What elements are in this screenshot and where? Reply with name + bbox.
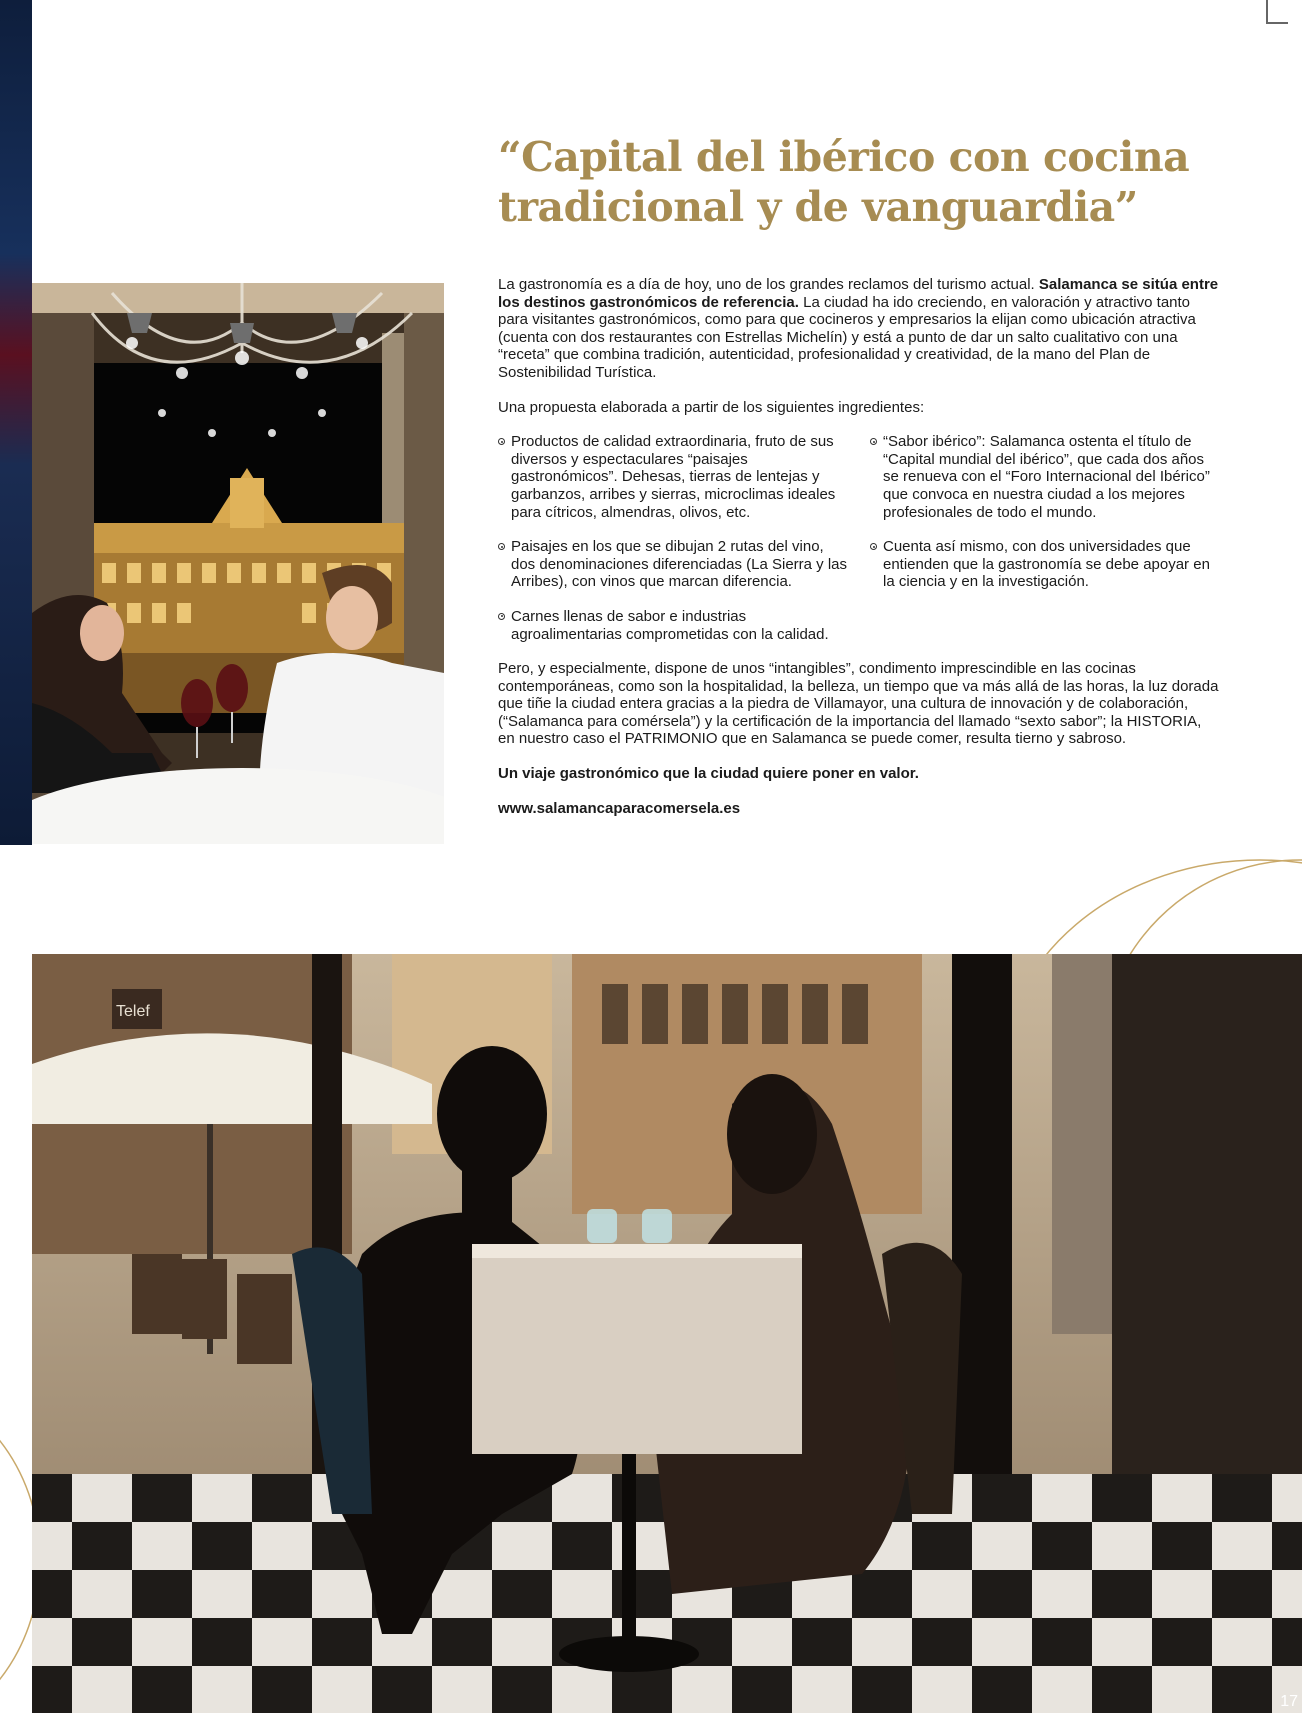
floor-tile: [972, 1570, 1032, 1618]
floor-tile: [732, 1666, 792, 1713]
intro-bold: Salamanca se sitúa entre los destinos gastronómicos de referencia.: [498, 276, 1219, 311]
floor-tile: [1272, 1522, 1302, 1570]
floor-tile: [1092, 1570, 1152, 1618]
floor-tile: [492, 1570, 552, 1618]
lead-in: Una propuesta elaborada a partir de los siguientes ingredientes:: [498, 398, 925, 416]
floor-tile: [912, 1522, 972, 1570]
floor-tile: [312, 1618, 372, 1666]
floor-tile: [1152, 1618, 1212, 1666]
floor-tile: [32, 1474, 72, 1522]
floor-tile: [132, 1666, 192, 1713]
floor-tile: [612, 1666, 672, 1713]
website-link[interactable]: www.salamancaparacomersela.es: [498, 799, 741, 817]
floor-tile: [132, 1570, 192, 1618]
floor-tile: [792, 1618, 852, 1666]
floor-tile: [252, 1570, 312, 1618]
tagline-text: Un viaje gastronómico que la ciudad quiere poner en valor.: [498, 765, 919, 783]
floor-tile: [72, 1522, 132, 1570]
floor-tile: [1032, 1522, 1092, 1570]
page-number: 17: [1280, 1693, 1298, 1710]
headline-line-2: tradicional y de vanguardia”: [498, 183, 1138, 231]
floor-tile: [1092, 1666, 1152, 1713]
floor-tile: [1032, 1618, 1092, 1666]
storefront-sign: Telef: [116, 1003, 150, 1020]
photo-couple-cafe-silhouette: [32, 954, 1302, 1713]
ingredient-text: Cuenta así mismo, con dos universidades que entienden que la gastronomía se debe apoyar en la ciencia y en la investigación.: [883, 538, 1210, 591]
floor-tile: [252, 1666, 312, 1713]
intro-text-b: La ciudad ha ido creciendo, en valoración y atractivo tanto para visitantes gastronómicos, como para que cocineros y empresarios la elijan como ubicación atractiva (cuenta con dos restaurantes con Estrellas Michelín) y está a punto de dar un salto cualitativo con una “receta” que combina tradición, autenticidad, profesionalidad y creatividad, de la mano del Plan de Sostenibilidad Turística.: [498, 293, 1196, 381]
floor-tile: [252, 1474, 312, 1522]
closing-paragraph: Pero, y especialmente, dispone de unos “intangibles”, condimento imprescindible en las cocinas contemporáneas, como son la hospitalidad, la belleza, un tiempo que va más allá de las horas, la luz dorada que tiñe la ciudad entera gracias a la piedra de Villamayor, una cultura de innovación y de colaboración, (“Salamanca para comérsela”) y la certificación de la importancia del llamado “sexto sabor”; la HISTORIA, en nuestro caso el PATRIMONIO que en Salamanca se puede comer, resulta tierno y sabroso.: [498, 660, 1219, 748]
floor-tile: [32, 1666, 72, 1713]
floor-tile: [372, 1666, 432, 1713]
floor-tile: [432, 1618, 492, 1666]
floor-tile: [192, 1522, 252, 1570]
ingredient-text: Carnes llenas de sabor e industrias agroalimentarias comprometidas con la calidad.: [511, 607, 829, 643]
ingredient-text: Paisajes en los que se dibujan 2 rutas del vino, dos denominaciones diferenciadas (La Sierra y las Arribes), con vinos que marcan diferencia.: [511, 538, 848, 591]
floor-tile: [32, 1570, 72, 1618]
floor-tile: [1212, 1474, 1272, 1522]
ingredient-text: Productos de calidad extraordinaria, fruto de sus diversos y espectaculares “paisajes gastronómicos”. Dehesas, tierras de lentejas y garbanzos, arribes y sierras, microclimas ideales para cítricos, almendras, olivos, etc.: [511, 433, 836, 521]
floor-tile: [972, 1666, 1032, 1713]
floor-tile: [492, 1666, 552, 1713]
floor-tile: [192, 1618, 252, 1666]
floor-tile: [1212, 1666, 1272, 1713]
ingredient-text: “Sabor ibérico”: Salamanca ostenta el título de “Capital mundial del ibérico”, que cada dos años se renueva con el “Foro Internacional del Ibérico” que convoca en nuestra ciudad a los mejores profesionales de todo el mundo.: [883, 433, 1210, 521]
floor-tile: [1272, 1618, 1302, 1666]
floor-tile: [912, 1618, 972, 1666]
floor-tile: [72, 1618, 132, 1666]
floor-tile: [1152, 1522, 1212, 1570]
floor-tile: [852, 1666, 912, 1713]
floor-tile: [552, 1522, 612, 1570]
floor-tile: [1212, 1570, 1272, 1618]
intro-text-a: La gastronomía es a día de hoy, uno de los grandes reclamos del turismo actual.: [498, 276, 1039, 293]
floor-tile: [972, 1474, 1032, 1522]
headline-line-1: “Capital del ibérico con cocina: [498, 133, 1190, 181]
floor-tile: [132, 1474, 192, 1522]
floor-tile: [612, 1570, 672, 1618]
floor-tile: [1092, 1474, 1152, 1522]
floor-tile: [852, 1570, 912, 1618]
